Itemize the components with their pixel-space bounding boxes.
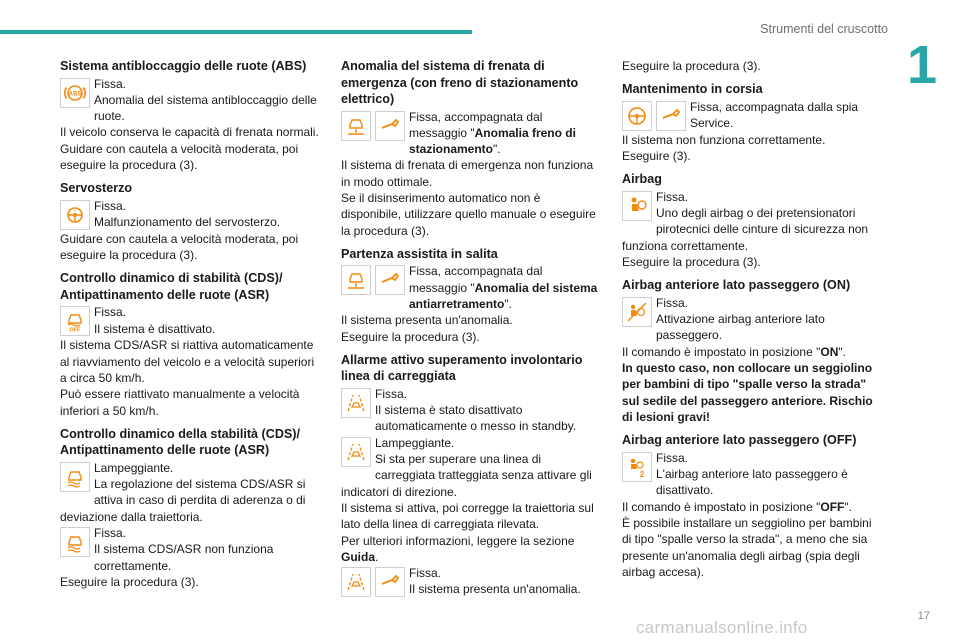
- text-line: Il sistema non funziona correttamente.: [622, 132, 826, 147]
- icon-group: [60, 200, 90, 230]
- icon-group: [341, 111, 405, 141]
- text-span: Per ulteriori informazioni, leggere la sezione: [341, 533, 575, 548]
- icon-group: [622, 191, 652, 221]
- passenger-airbag-on-icon: [622, 297, 652, 327]
- text-line: Fissa.: [94, 305, 127, 320]
- text-line: Guidare con cautela a velocità moderata, poi eseguire la procedura (3).: [60, 141, 299, 172]
- passenger-airbag-off-icon: [622, 452, 652, 482]
- setting-value: OFF: [820, 499, 845, 514]
- abs-warning-icon: [60, 78, 90, 108]
- section-cds-off: [60, 270, 322, 418]
- section-heading: Airbag anteriore lato passeggero (OFF): [622, 433, 857, 448]
- svg-text:ABS: ABS: [68, 91, 82, 97]
- text-line: Malfunzionamento del servosterzo.: [94, 215, 281, 230]
- chapter-title: Strumenti del cruscotto: [760, 22, 888, 36]
- text-line: Il sistema CDS/ASR si riattiva automaticamente al riavviamento del veicolo e a velocità superiori a circa 50 km/h.: [60, 338, 315, 385]
- section-hill-start: [341, 246, 603, 345]
- svg-text:!: !: [74, 208, 76, 214]
- svg-text:OFF: OFF: [69, 327, 81, 334]
- text-span: .: [375, 549, 379, 564]
- section-heading: Servosterzo: [60, 181, 133, 196]
- text-line: Fissa.: [94, 526, 127, 541]
- text-line: Il sistema CDS/ASR non funziona correttamente.: [94, 542, 274, 573]
- section-emergency-brake: [341, 58, 603, 239]
- wrench-service-icon: [656, 101, 686, 131]
- section-airbag: [622, 171, 884, 270]
- icon-group: [622, 452, 652, 482]
- section-reference: Guida: [341, 549, 376, 564]
- text-line: È possibile installare un seggiolino per bambini di tipo "spalle verso la strada", a meno che sia presente un'anomalia degli airbag (spia degli airbag accesa).: [622, 515, 872, 579]
- asr-skidding-car-icon: [60, 527, 90, 557]
- power-steering-warning-icon: [60, 200, 90, 230]
- icon-group: [60, 462, 90, 492]
- svg-text:2: 2: [639, 469, 645, 479]
- text-line: Il veicolo conserva le capacità di frenata normali.: [60, 125, 319, 140]
- chapter-number: 1: [906, 35, 938, 95]
- column-2: [341, 58, 603, 605]
- icon-group: [341, 437, 371, 467]
- section-heading: Mantenimento in corsia: [622, 82, 763, 97]
- asr-off-icon: [60, 306, 90, 336]
- icon-group: [341, 388, 371, 418]
- steering-wheel-icon: [622, 101, 652, 131]
- text-line: Attivazione airbag anteriore lato passeggero.: [656, 312, 825, 343]
- text-span: ".: [504, 296, 512, 311]
- text-line: Il sistema si attiva, poi corregge la traiettoria sul lato della linea di carreggiata rilevata.: [341, 500, 594, 532]
- icon-group: [622, 297, 652, 327]
- text-line: Fissa.: [656, 295, 689, 310]
- section-airbag-on: [622, 277, 884, 425]
- watermark: carmanualsonline.info: [636, 618, 808, 637]
- section-heading: Sistema antibloccaggio delle ruote (ABS): [60, 59, 307, 73]
- text-span: Fissa, accompagnata dal messaggio ": [409, 264, 543, 295]
- section-heading: Airbag: [622, 172, 662, 187]
- icon-group: [60, 78, 90, 108]
- text-span: Il comando è impostato in posizione ": [622, 499, 821, 514]
- asr-skidding-car-icon: [60, 462, 90, 492]
- text-line: Anomalia del sistema antibloccaggio delle ruote.: [94, 92, 317, 124]
- lane-departure-icon: [341, 567, 371, 597]
- text-line: [622, 499, 884, 515]
- text-line: Il sistema di frenata di emergenza non funziona in modo ottimale.: [341, 158, 594, 189]
- text-span: ".: [493, 142, 501, 157]
- text-line: Eseguire la procedura (3).: [622, 59, 761, 73]
- icon-group: [60, 527, 90, 557]
- text-line: L'airbag anteriore lato passeggero è disattivato.: [656, 467, 848, 498]
- icon-group: [60, 306, 90, 336]
- text-line: Eseguire la procedura (3).: [60, 574, 199, 589]
- text-line: Lampeggiante.: [94, 460, 174, 475]
- section-heading: Airbag anteriore lato passeggero (ON): [622, 278, 851, 293]
- section-lane-departure: [341, 352, 603, 598]
- page-number: 17: [917, 610, 930, 622]
- text-line: Se il disinserimento automatico non è disponibile, utilizzare quello manuale o eseguire la procedura (3).: [341, 190, 596, 238]
- text-line: Fissa.: [409, 566, 442, 581]
- text-line: Può essere riattivato manualmente a velocità inferiori a 50 km/h.: [60, 387, 300, 418]
- section-heading: Partenza assistita in salita: [341, 246, 498, 261]
- text-line: Il sistema è disattivato.: [94, 321, 216, 336]
- text-line: Guidare con cautela a velocità moderata, poi eseguire la procedura (3).: [60, 231, 299, 263]
- text-span: Fissa, accompagnata dal messaggio ": [409, 109, 543, 140]
- text-line: Fissa.: [656, 450, 689, 465]
- text-line: [622, 344, 884, 360]
- brake-warning-icon: [341, 111, 371, 141]
- text-line: Si sta per superare una linea di carreggiata tratteggiata senza attivare gli indicatori di direzione.: [341, 452, 592, 499]
- icon-group: [622, 101, 686, 131]
- airbag-person-icon: [622, 191, 652, 221]
- text-line: Uno degli airbag o dei pretensionatori pirotecnici delle cinture di sicurezza non funziona correttamente.: [622, 206, 869, 253]
- setting-value: ON: [820, 344, 839, 359]
- warning-text: In questo caso, non collocare un seggiolino per bambini di tipo "spalle verso la strada" sul sedile del passeggero anteriore. Rischio di lesioni gravi!: [622, 361, 873, 424]
- column-3: [622, 58, 884, 587]
- section-heading: Controllo dinamico di stabilità (CDS)/ Antipattinamento delle ruote (ASR): [60, 271, 283, 302]
- text-line: Fissa.: [94, 76, 127, 91]
- text-line: Fissa.: [656, 189, 689, 204]
- section-heading: Anomalia del sistema di frenata di emergenza (con freno di stazionamento elettrico): [341, 59, 579, 106]
- section-airbag-off: [622, 432, 884, 580]
- text-line: Il sistema è stato disattivato automaticamente o messo in standby.: [375, 403, 577, 434]
- section-intro: [622, 58, 884, 74]
- text-span: ".: [838, 344, 846, 359]
- text-line: La regolazione del sistema CDS/ASR si attiva in caso di perdita di aderenza o di deviazione dalla traiettoria.: [60, 477, 306, 524]
- icon-group: [341, 567, 405, 597]
- section-cds: [60, 426, 322, 590]
- text-line: Eseguire (3).: [622, 149, 691, 164]
- text-line: Fissa, accompagnata dalla spia Service.: [690, 99, 859, 131]
- message-text: Anomalia freno di stazionamento: [409, 125, 576, 157]
- text-line: Lampeggiante.: [375, 435, 455, 450]
- wrench-service-icon: [375, 265, 405, 295]
- text-line: Fissa.: [94, 198, 127, 213]
- column-1: [60, 58, 322, 597]
- wrench-service-icon: [375, 111, 405, 141]
- wrench-service-icon: [375, 567, 405, 597]
- section-heading: Controllo dinamico della stabilità (CDS)/ Antipattinamento delle ruote (ASR): [60, 426, 301, 458]
- text-line: Eseguire la procedura (3).: [622, 255, 761, 270]
- text-line: Eseguire la procedura (3).: [341, 329, 480, 344]
- section-heading: Allarme attivo superamento involontario linea di carreggiata: [341, 352, 583, 384]
- section-abs: [60, 58, 322, 173]
- icon-group: [341, 265, 405, 295]
- text-span: Il comando è impostato in posizione ": [622, 344, 821, 359]
- text-line: [341, 533, 603, 566]
- text-line: Il sistema presenta un'anomalia.: [341, 313, 513, 328]
- header-accent-bar: [0, 30, 472, 34]
- lane-departure-icon: [341, 388, 371, 418]
- section-power-steering: [60, 180, 322, 263]
- lane-departure-icon: [341, 437, 371, 467]
- brake-warning-icon: [341, 265, 371, 295]
- message-text: Anomalia del sistema antiarretramento: [409, 280, 598, 311]
- text-line: Il sistema presenta un'anomalia.: [409, 582, 581, 597]
- text-line: Fissa.: [375, 386, 408, 401]
- text-span: ".: [844, 499, 852, 514]
- section-lane-keeping: [622, 81, 884, 164]
